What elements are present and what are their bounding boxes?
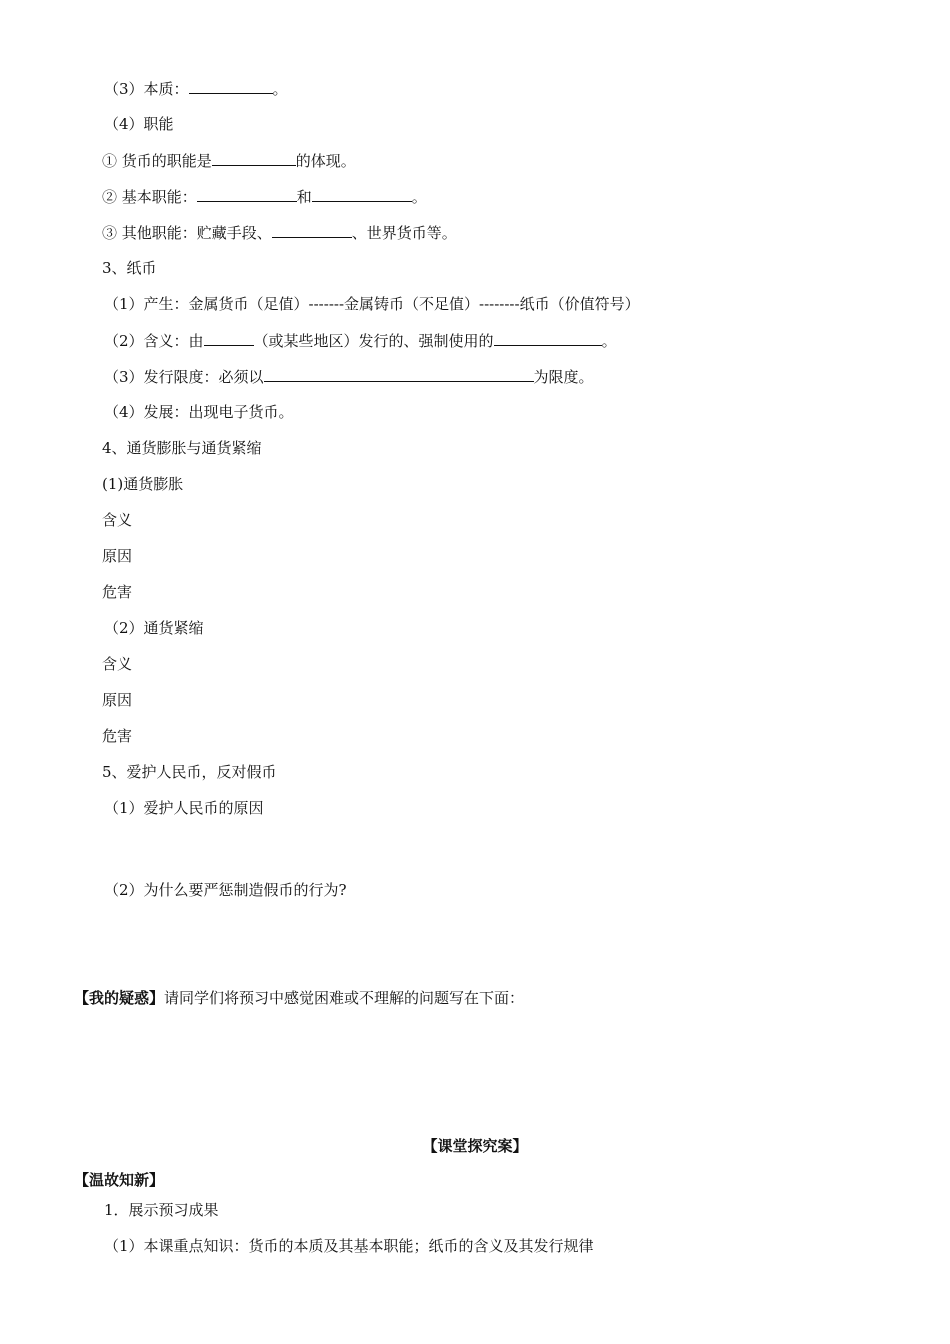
issue-limit-label: （3）发行限度：必须以: [104, 368, 264, 386]
inflation-harm: 危害: [102, 583, 133, 601]
item-definition: [104, 330, 617, 351]
item-functions: （4）职能: [104, 115, 174, 133]
item-punish-counterfeit: （2）为什么要严惩制造假币的行为?: [104, 881, 347, 899]
my-doubts-heading: 【我的疑惑】: [74, 989, 165, 1007]
fill-blank[interactable]: [212, 150, 296, 166]
other-functions-suffix: 、世界货币等。: [351, 224, 457, 242]
fill-blank[interactable]: [312, 186, 412, 202]
definition-middle: （或某些地区）发行的、强制使用的: [253, 332, 494, 350]
item-key-knowledge: （1）本课重点知识：货币的本质及其基本职能；纸币的含义及其发行规律: [104, 1237, 594, 1255]
item-origin: （1）产生：金属货币（足值）-------金属铸币（不足值）--------纸币（价值符号）: [104, 295, 640, 313]
essence-label: （3）本质：: [104, 80, 189, 98]
fill-blank[interactable]: [494, 330, 602, 346]
subsection-deflation: （2）通货紧缩: [104, 619, 204, 637]
item-basic-functions: [102, 186, 427, 207]
inflation-meaning: 含义: [102, 511, 133, 529]
subsection-inflation: (1)通货膨胀: [102, 475, 184, 493]
issue-limit-suffix: 为限度。: [533, 368, 594, 386]
fill-blank[interactable]: [204, 330, 254, 346]
other-functions-label: ③ 其他职能：贮藏手段、: [102, 224, 272, 242]
fill-blank[interactable]: [189, 78, 273, 94]
period: 。: [272, 80, 288, 98]
function-label: ① 货币的职能是: [102, 152, 212, 170]
section-paper-money: 3、纸币: [102, 259, 157, 277]
deflation-cause: 原因: [102, 691, 133, 709]
review-heading: 【温故知新】: [74, 1171, 165, 1189]
my-doubts-text: 请同学们将预习中感觉困难或不理解的问题写在下面：: [164, 989, 525, 1007]
section-inflation-deflation: 4、通货膨胀与通货紧缩: [102, 439, 262, 457]
fill-blank[interactable]: [272, 222, 352, 238]
fill-blank[interactable]: [197, 186, 297, 202]
inflation-cause: 原因: [102, 547, 133, 565]
and-text: 和: [296, 188, 312, 206]
item-show-results: 1．展示预习成果: [104, 1201, 219, 1219]
basic-functions-label: ② 基本职能：: [102, 188, 197, 206]
item-protect-reason: （1）爱护人民币的原因: [104, 799, 264, 817]
function-suffix: 的体现。: [295, 152, 356, 170]
fill-blank[interactable]: [264, 366, 534, 382]
period: 。: [411, 188, 427, 206]
deflation-meaning: 含义: [102, 655, 133, 673]
item-other-functions: [102, 222, 457, 243]
item-development: （4）发展：出现电子货币。: [104, 403, 294, 421]
period: 。: [601, 332, 617, 350]
deflation-harm: 危害: [102, 727, 133, 745]
item-essence: [104, 78, 288, 99]
section-protect-rmb: 5、爱护人民币，反对假币: [102, 763, 277, 781]
item-issue-limit: [104, 366, 594, 387]
item-function-embodiment: [102, 150, 356, 171]
classroom-inquiry-title: 【课堂探究案】: [422, 1137, 528, 1155]
definition-label: （2）含义：由: [104, 332, 204, 350]
my-doubts: [74, 988, 524, 1008]
